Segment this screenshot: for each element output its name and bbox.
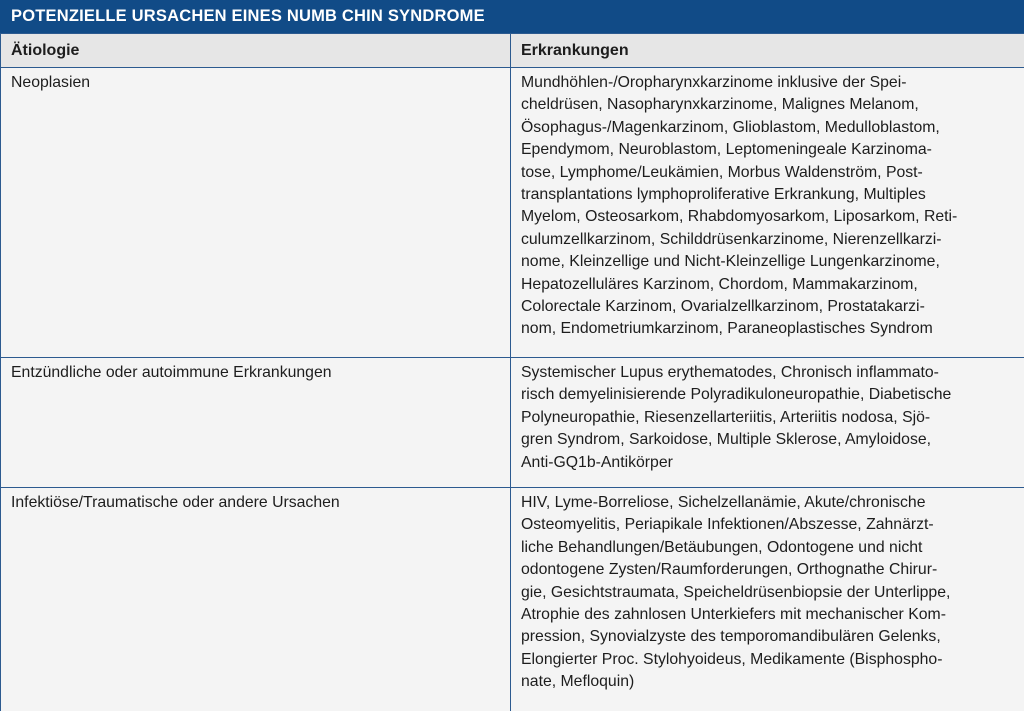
text-line: Ependymom, Neuroblastom, Leptomeningeale Karzinoma- xyxy=(521,141,932,159)
text-line: culumzellkarzinom, Schilddrüsenkarzinome, Nierenzellkarzi- xyxy=(521,230,942,248)
etiology-cell: Infektiöse/Traumatische oder andere Ursachen xyxy=(1,488,511,711)
text-line: Osteomyelitis, Periapikale Infektionen/Abszesse, Zahnärzt- xyxy=(521,516,934,534)
text-line: tose, Lymphome/Leukämien, Morbus Waldenström, Post- xyxy=(521,163,923,181)
text-line: Colorectale Karzinom, Ovarialzellkarzinom, Prostatakarzi- xyxy=(521,298,925,316)
diseases-cell xyxy=(511,488,1024,711)
text-line: Polyneuropathie, Riesenzellarteriitis, Arteriitis nodosa, Sjö- xyxy=(521,408,931,426)
causes-table xyxy=(0,33,1024,711)
text-line: Anti-GQ1b-Antikörper xyxy=(521,453,673,471)
text-line: Systemischer Lupus erythematodes, Chronisch inflammato- xyxy=(521,364,939,381)
text-line: gren Syndrom, Sarkoidose, Multiple Sklerose, Amyloidose, xyxy=(521,431,932,449)
header-etiology: Ätiologie xyxy=(1,34,511,68)
text-line: Hepatozelluläres Karzinom, Chordom, Mammakarzinom, xyxy=(521,275,918,293)
text-line: Myelom, Osteosarkom, Rhabdomyosarkom, Liposarkom, Reti- xyxy=(521,208,958,226)
table-row xyxy=(1,358,1024,488)
etiology-cell: Neoplasien xyxy=(1,68,511,358)
text-line: Ösophagus-/Magenkarzinom, Glioblastom, Medulloblastom, xyxy=(521,118,940,136)
text-line: HIV, Lyme-Borreliose, Sichelzellanämie, Akute/chronische xyxy=(521,494,926,511)
table-row xyxy=(1,488,1024,711)
header-diseases: Erkrankungen xyxy=(511,34,1024,68)
text-line: odontogene Zysten/Raumforderungen, Orthognathe Chirur- xyxy=(521,561,938,579)
text-line: nome, Kleinzellige und Nicht-Kleinzellige Lungenkarzinome, xyxy=(521,253,940,271)
text-line: pression, Synovialzyste des temporomandibulären Gelenks, xyxy=(521,628,941,646)
table-row xyxy=(1,68,1024,358)
text-line: cheldrüsen, Nasopharynxkarzinome, Malignes Melanom, xyxy=(521,96,919,114)
text-line: transplantations lymphoproliferative Erkrankung, Multiples xyxy=(521,186,926,204)
diseases-text xyxy=(521,362,1018,474)
diseases-cell xyxy=(511,68,1024,358)
text-line: Elongierter Proc. Stylohyoideus, Medikamente (Bisphospho- xyxy=(521,650,943,668)
text-line: nate, Mefloquin) xyxy=(521,673,635,691)
table-title: POTENZIELLE URSACHEN EINES NUMB CHIN SYNDROME xyxy=(0,0,1024,33)
etiology-cell: Entzündliche oder autoimmune Erkrankungen xyxy=(1,358,511,488)
text-line: gie, Gesichtstraumata, Speicheldrüsenbiopsie der Unterlippe, xyxy=(521,583,951,601)
text-line: Mundhöhlen-/Oropharynxkarzinome inklusive der Spei- xyxy=(521,74,907,91)
text-line: Atrophie des zahnlosen Unterkiefers mit mechanischer Kom- xyxy=(521,606,946,624)
text-line: liche Behandlungen/Betäubungen, Odontogene und nicht xyxy=(521,538,923,556)
text-line: nom, Endometriumkarzinom, Paraneoplastisches Syndrom xyxy=(521,320,933,338)
diseases-cell xyxy=(511,358,1024,488)
diseases-text xyxy=(521,72,1018,341)
text-line: risch demyelinisierende Polyradikuloneuropathie, Diabetische xyxy=(521,386,952,404)
table-header-row xyxy=(1,34,1024,68)
diseases-text xyxy=(521,492,1018,694)
